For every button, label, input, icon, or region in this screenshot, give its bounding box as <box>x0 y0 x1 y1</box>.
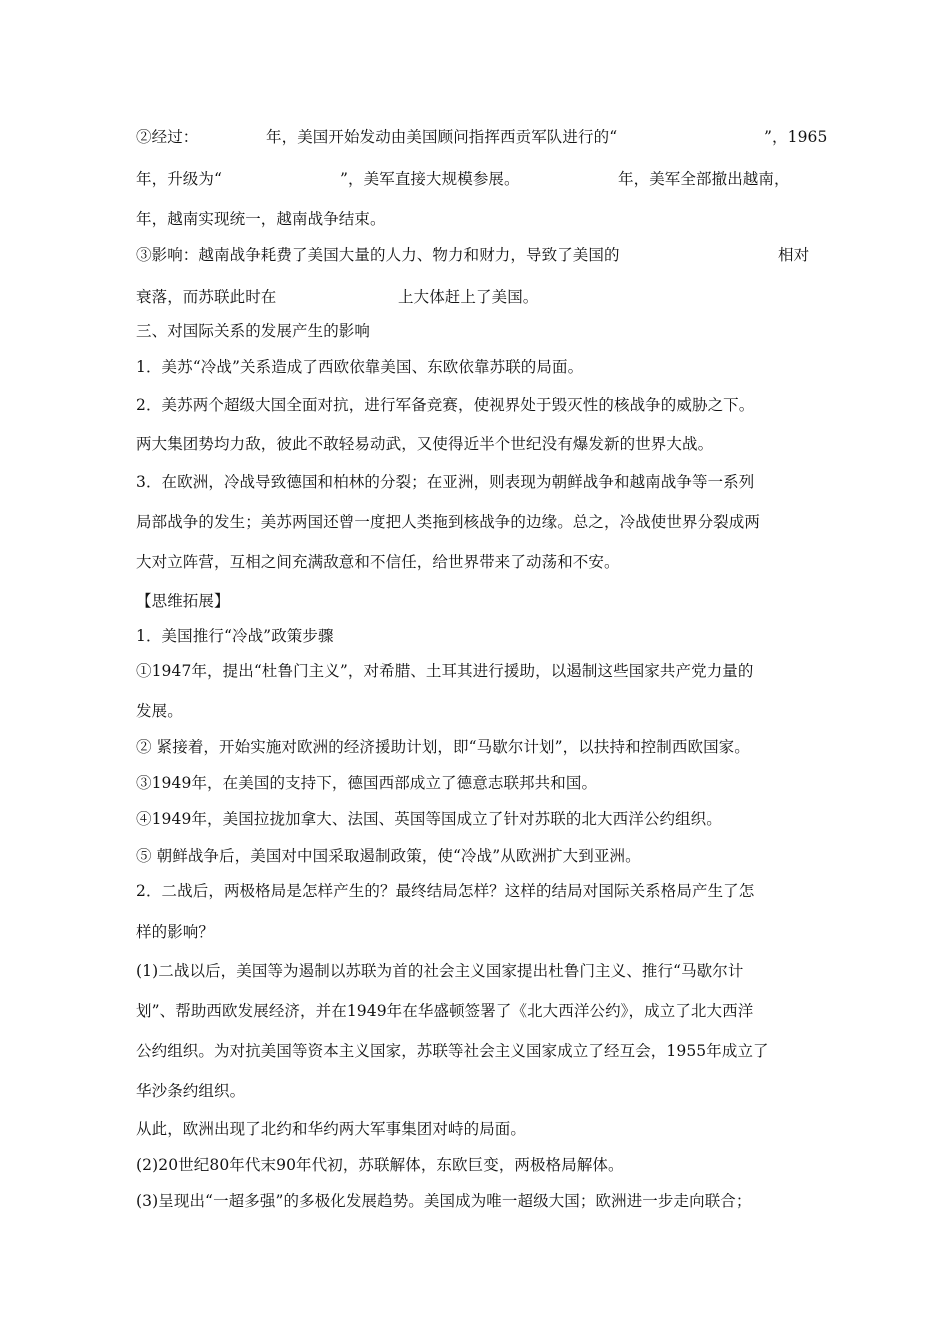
paragraph-line: 华沙条约组织。 <box>136 1082 246 1100</box>
paragraph-line: 2．美苏两个超级大国全面对抗，进行军备竞赛，使视界处于毁灭性的核战争的威胁之下。 <box>136 396 755 414</box>
paragraph-line: (2)20世纪80年代末90年代初，苏联解体，东欧巨变，两极格局解体。 <box>136 1156 624 1174</box>
paragraph-line: (1)二战以后，美国等为遏制以苏联为首的社会主义国家提出杜鲁门主义、推行“马歇尔计 <box>136 962 744 980</box>
paragraph-line: (3)呈现出“一超多强”的多极化发展趋势。美国成为唯一超级大国；欧洲进一步走向联合； <box>136 1192 752 1210</box>
paragraph-line: 年，越南实现统一，越南战争结束。 <box>136 210 386 228</box>
text-fragment: 年，美国开始发动由美国顾问指挥西贡军队进行的“ <box>266 128 618 146</box>
text-fragment: ”，美军直接大规模参展。 <box>340 170 520 188</box>
paragraph-line: 局部战争的发生；美苏两国还曾一度把人类拖到核战争的边缘。总之，冷战使世界分裂成两 <box>136 513 761 531</box>
paragraph-line: 1．美苏“冷战”关系造成了西欧依靠美国、东欧依靠苏联的局面。 <box>136 358 584 376</box>
paragraph-line: 1．美国推行“冷战”政策步骤 <box>136 627 334 645</box>
paragraph-line: 3．在欧洲，冷战导致德国和柏林的分裂；在亚洲，则表现为朝鲜战争和越南战争等一系列 <box>136 473 755 491</box>
text-fragment: ②经过： <box>136 128 199 146</box>
paragraph-line: ①1947年，提出“杜鲁门主义”，对希腊、土耳其进行援助，以遏制这些国家共产党力量的 <box>136 662 754 680</box>
paragraph-line: 公约组织。为对抗美国等资本主义国家，苏联等社会主义国家成立了经互会，1955年成立了 <box>136 1042 769 1060</box>
paragraph-line: 两大集团势均力敌，彼此不敢轻易动武，又使得近半个世纪没有爆发新的世界大战。 <box>136 435 714 453</box>
text-fragment: 衰落，而苏联此时在 <box>136 288 277 306</box>
paragraph-line: ③1949年，在美国的支持下，德国西部成立了德意志联邦共和国。 <box>136 774 598 792</box>
paragraph-line: 从此，欧洲出现了北约和华约两大军事集团对峙的局面。 <box>136 1120 527 1138</box>
paragraph-line: 划”、帮助西欧发展经济，并在1949年在华盛顿签署了《北大西洋公约》，成立了北大西洋 <box>136 1002 754 1020</box>
paragraph-line: 发展。 <box>136 702 183 720</box>
paragraph-line: ④1949年，美国拉拢加拿大、法国、英国等国成立了针对苏联的北大西洋公约组织。 <box>136 810 722 828</box>
paragraph-line: 大对立阵营，互相之间充满敌意和不信任，给世界带来了动荡和不安。 <box>136 553 620 571</box>
paragraph-line: 样的影响？ <box>136 923 215 941</box>
text-fragment: ③影响：越南战争耗费了美国大量的人力、物力和财力，导致了美国的 <box>136 246 620 264</box>
paragraph-line: ② 紧接着，开始实施对欧洲的经济援助计划，即“马歇尔计划”，以扶持和控制西欧国家。 <box>136 738 750 756</box>
paragraph-line: 2．二战后，两极格局是怎样产生的？最终结局怎样？这样的结局对国际关系格局产生了怎 <box>136 882 755 900</box>
text-fragment: ”，1965 <box>764 128 828 146</box>
text-fragment: 相对 <box>778 246 810 264</box>
section-heading: 【思维拓展】 <box>136 592 230 610</box>
text-fragment: 年，美军全部撤出越南， <box>618 170 790 188</box>
paragraph-line: ⑤ 朝鲜战争后，美国对中国采取遏制政策，使“冷战”从欧洲扩大到亚洲。 <box>136 847 641 865</box>
section-heading: 三、对国际关系的发展产生的影响 <box>136 322 371 340</box>
text-fragment: 上大体赶上了美国。 <box>398 288 539 306</box>
text-fragment: 年，升级为“ <box>136 170 223 188</box>
